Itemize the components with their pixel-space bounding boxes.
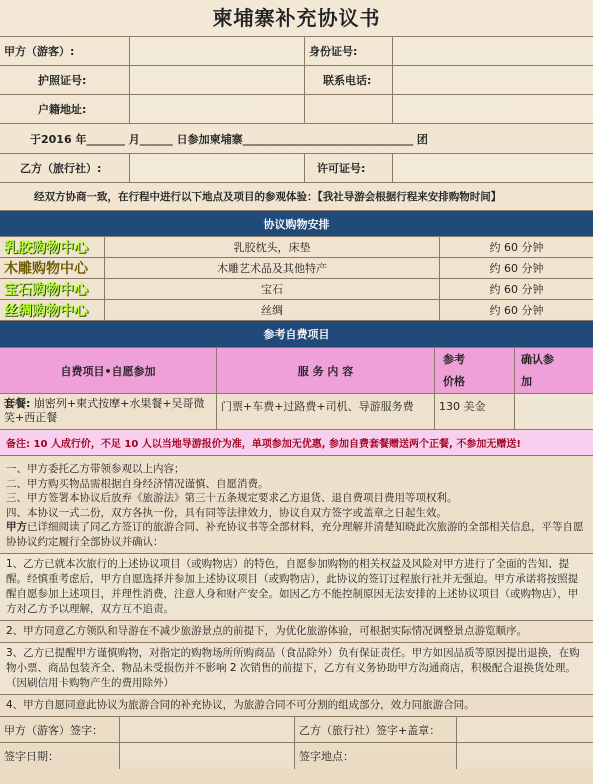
b-sign-field[interactable] (457, 717, 593, 742)
phone-label: 联系电话: (305, 66, 393, 94)
package-confirm-field[interactable] (515, 394, 593, 429)
shop-name: 宝石购物中心 (0, 279, 105, 299)
package-price: 130 美金 (435, 394, 515, 429)
shopping-header-row (0, 211, 593, 237)
shopping-row (0, 300, 593, 321)
clause-4: 4、甲方自愿同意此协议为旅游合同的补充协议，为旅游合同不可分割的组成部分，效力同旅游合同。 (0, 695, 593, 717)
package-label: 套餐: (4, 397, 31, 410)
place-label: 签字地点： (295, 743, 457, 769)
shop-time: 约 60 分钟 (489, 283, 544, 296)
term-5-party: 甲方 (6, 521, 27, 533)
shop-product: 乳胶枕头，床垫 (105, 237, 440, 257)
shopping-row (0, 258, 593, 279)
party-a-field[interactable] (130, 37, 305, 65)
trip-line: 于2016 年_______ 月______ 日参加柬埔寨_______________________________ 团 (30, 132, 428, 146)
passport-field[interactable] (130, 66, 305, 94)
address-field[interactable] (130, 95, 305, 123)
terms-block (0, 456, 593, 554)
shop-product: 木雕艺术品及其他特产 (105, 258, 440, 278)
term-4: 四、本协议一式二份，双方各执一份，具有同等法律效力，协议自双方签字或盖章之日起生效。 (6, 506, 447, 519)
a-sign-label: 甲方（游客）签字： (0, 717, 120, 742)
party-b-label: 乙方（旅行社）: (0, 154, 130, 182)
date-field[interactable] (120, 743, 295, 769)
package-content: 门票+车费+过路费+司机、导游服务费 (217, 394, 435, 429)
col-price: 参考 价格 (435, 348, 515, 393)
optional-package-row (0, 394, 593, 430)
term-2: 二、甲方购买物品需根据自身经济情况谨慎、自愿消费。 (6, 477, 269, 490)
sign-row-2 (0, 743, 593, 769)
date-label: 签字日期： (0, 743, 120, 769)
col-project: 自费项目•自愿参加 (0, 348, 217, 393)
passport-label: 护照证号: (0, 66, 130, 94)
note-row (0, 430, 593, 456)
term-5 (6, 520, 587, 549)
phone-field[interactable] (393, 66, 593, 94)
clause-3: 3、乙方已提醒甲方谨慎购物，对指定的购物场所所购商品（食品除外）负有保证责任。甲方如因品质等原因提出退换，在购物小票、商品包装齐全、物品未受损伤并不影响 2 次销售的前提下，乙方有义务协助甲方沟通商店，积极配合退换货处理。（因刷信用卡购物产生的费用除外） (0, 643, 593, 695)
info-row-2 (0, 66, 593, 95)
shopping-row (0, 237, 593, 258)
license-field[interactable] (393, 154, 593, 182)
clause-1: 1、乙方已就本次旅行的上述协议项目（或购物店）的特色，自愿参加购物的相关权益及风险对甲方进行了全面的告知、提醒。经慎重考虑后，甲方自愿选择并参加上述协议项目（或购物店），此协议的签订过程旅行社并无强迫。甲方承诺将按照提醒自愿参加上述项目，并理性消费，注意人身和财产安全。如因乙方不能控制原因无法安排的上述协议项目（或购物店），甲方对乙方予以理解，双方互不追责。 (0, 554, 593, 621)
place-field[interactable] (457, 743, 593, 769)
shop-name: 乳胶购物中心 (0, 237, 105, 257)
consensus-row (0, 183, 593, 211)
address-field-3[interactable] (393, 95, 593, 123)
sign-row-1 (0, 717, 593, 743)
clause-2: 2、甲方同意乙方领队和导游在不减少旅游景点的前提下，为优化旅游体验，可根据实际情况调整景点游览顺序。 (0, 621, 593, 643)
term-1: 一、甲方委托乙方带领参观以上内容； (6, 463, 185, 475)
col-content: 服 务 内 容 (217, 348, 435, 393)
party-a-label: 甲方（游客）: (0, 37, 130, 65)
shop-product: 丝绸 (105, 300, 440, 320)
id-label: 身份证号: (305, 37, 393, 65)
term-5-text: 已详细阅读了同乙方签订的旅游合同、补充协议书等全部材料，充分理解并清楚知晓此次旅游的全部相关信息，平等自愿协协议约定履行全部协议并确认： (6, 521, 584, 548)
shopping-header: 协议购物安排 (0, 211, 593, 236)
optional-columns-row (0, 348, 593, 394)
package-text: 崩密列+柬式按摩+水果餐+吴哥微笑+西正餐 (4, 397, 205, 424)
shop-time: 约 60 分钟 (489, 304, 544, 317)
address-field-2[interactable] (305, 95, 393, 123)
shop-name: 木雕购物中心 (0, 258, 105, 278)
id-field[interactable] (393, 37, 593, 65)
info-row-3 (0, 95, 593, 124)
page-title: 柬埔寨补充协议书 (0, 0, 593, 37)
license-label: 许可证号: (305, 154, 393, 182)
party-b-field[interactable] (130, 154, 305, 182)
shopping-row (0, 279, 593, 300)
shop-time: 约 60 分钟 (489, 241, 544, 254)
package-cell (0, 394, 217, 429)
col-confirm: 确认参 加 (521, 352, 554, 388)
b-sign-label: 乙方（旅行社）签字+盖章： (295, 717, 457, 742)
shop-product: 宝石 (105, 279, 440, 299)
a-sign-field[interactable] (120, 717, 295, 742)
optional-header-row (0, 321, 593, 348)
address-label: 户籍地址: (0, 95, 130, 123)
info-row-1 (0, 37, 593, 66)
note-text: 备注: 10 人成行价，不足 10 人以当地导游报价为准，单项参加无优惠, 参加自费套餐赠送两个正餐, 不参加无赠送! (6, 439, 521, 450)
shopping-list (0, 237, 593, 321)
info-row-5 (0, 154, 593, 183)
term-3: 三、甲方签署本协议后放弃《旅游法》第三十五条规定要求乙方退货、退自费项目费用等项权利。 (6, 492, 458, 504)
consensus-text: 经双方协商一致，在行程中进行以下地点及项目的参观体验：【我社导游会根据行程来安排购物时间】 (34, 191, 502, 203)
shop-name: 丝绸购物中心 (0, 300, 105, 320)
shop-time: 约 60 分钟 (489, 262, 544, 275)
optional-header: 参考自费项目 (0, 321, 593, 347)
trip-row (0, 124, 593, 154)
